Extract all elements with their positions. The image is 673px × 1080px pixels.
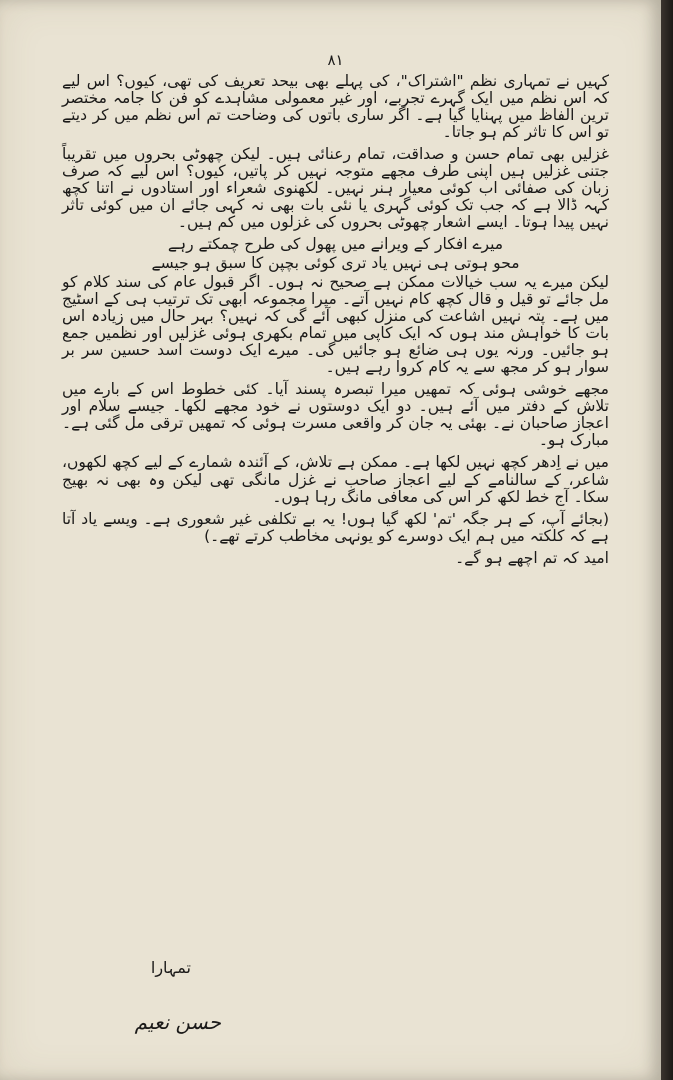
- page-number: ٨١: [327, 51, 344, 69]
- verse-line-2: محو ہوتی ہی نہیں یاد تری کوئی بچپن کا سبق ہو جیسے: [151, 253, 520, 272]
- book-spine-edge: [661, 0, 673, 1080]
- paragraph-4: مجھے خوشی ہوئی کہ تمھیں میرا تبصرہ پسند آیا۔ کئی خطوط اس کے بارے میں تلاش کے دفتر میں آئے ہیں۔ دو ایک دوستوں نے خود مجھے لکھا۔ جیسے سلام اور اعجاز صاحبان نے۔ بھئی یہ جان کر واقعی مسرت ہوئی کہ تمھیں ترقی مل گئی ہے۔ مبارک ہو۔: [62, 380, 609, 450]
- paragraph-2: غزلیں بھی تمام حسن و صداقت، تمام رعنائی ہیں۔ لیکن چھوٹی بحروں میں تقریباً جتنی غزلیں ہیں اپنی طرف مجھے متوجہ نہیں کر پاتیں، کیوں؟ اس لیے کہ صرف زبان کی صفائی اب کوئی معیار ہنر نہیں۔ لکھنوی شعراء اور استادوں نے اتنا کچھ کہہ ڈالا ہے کہ جب تک کوئی گہری یا نئی بات بھی نہ کہی جائے ان میں کوئی تاثر نہیں پیدا ہوتا۔ ایسے اشعار چھوٹی بحروں کی غزلوں میں کم ہیں۔: [62, 144, 609, 231]
- paragraph-7: امید کہ تم اچھے ہو گے۔: [455, 548, 609, 567]
- paragraph-1: کہیں نے تمہاری نظم "اشتراک"، کی پہلے بھی بیحد تعریف کی تھی، کیوں؟ اس لیے کہ اس نظم میں ایک گہرے تجربے، اور غیر معمولی مشاہدے کو فن کا جامہ مختصر ترین الفاظ میں پہنایا گیا ہے۔ اگر ساری باتوں کی وضاحت تم اس نظم میں کر دیتے تو اس کا تاثر کم ہو جاتا۔: [62, 71, 609, 141]
- paragraph-6: (بجائے آپ، کے ہر جگہ 'تم' لکھ گیا ہوں! یہ بے تکلفی غیر شعوری ہے۔ ویسے یاد آتا ہے کہ کلکتہ میں ہم ایک دوسرے کو یونہی مخاطب کرتے تھے۔): [62, 509, 609, 545]
- signature-name: حسن نعیم: [134, 1010, 221, 1034]
- paragraph-5: میں نے اِدھر کچھ نہیں لکھا ہے۔ ممکن ہے تلاش، کے آئندہ شمارے کے لیے کچھ لکھوں، شاعر، کے سالنامے کے لیے اعجاز صاحب نے غزل مانگی تھی لیکن وہ بھی نہ بھیج سکا۔ آج خط لکھ کر اس کی معافی مانگ رہا ہوں۔: [62, 453, 609, 506]
- letter-body: [62, 52, 609, 572]
- closing-salutation: تمہارا: [150, 958, 191, 977]
- paragraph-3: لیکن میرے یہ سب خیالات ممکن ہے صحیح نہ ہوں۔ اگر قبول عام کی سند کلام کو مل جائے تو قیل و قال کچھ کام نہیں آتے۔ میرا مجموعہ ابھی تک ترتیب ہی کے اسٹیج میں ہے۔ پتہ نہیں اشاعت کی منزل کبھی آئے گی کہ نہیں؟ بہر حال میں زیادہ اس بات کا خواہش مند ہوں کہ ایک کاپی میں تمام بکھری ہوئی غزلیں اور نظمیں جمع ہو جائیں۔ ورنہ یوں ہی ضائع ہو جائیں گی۔ میرے ایک دوست اسد حسین سر بر سوار ہو کر مجھ سے یہ کام کروا رہے ہیں۔: [62, 273, 609, 377]
- verse-line-1: میرے افکار کے ویرانے میں پھول کی طرح چمکتے رہے: [167, 234, 504, 253]
